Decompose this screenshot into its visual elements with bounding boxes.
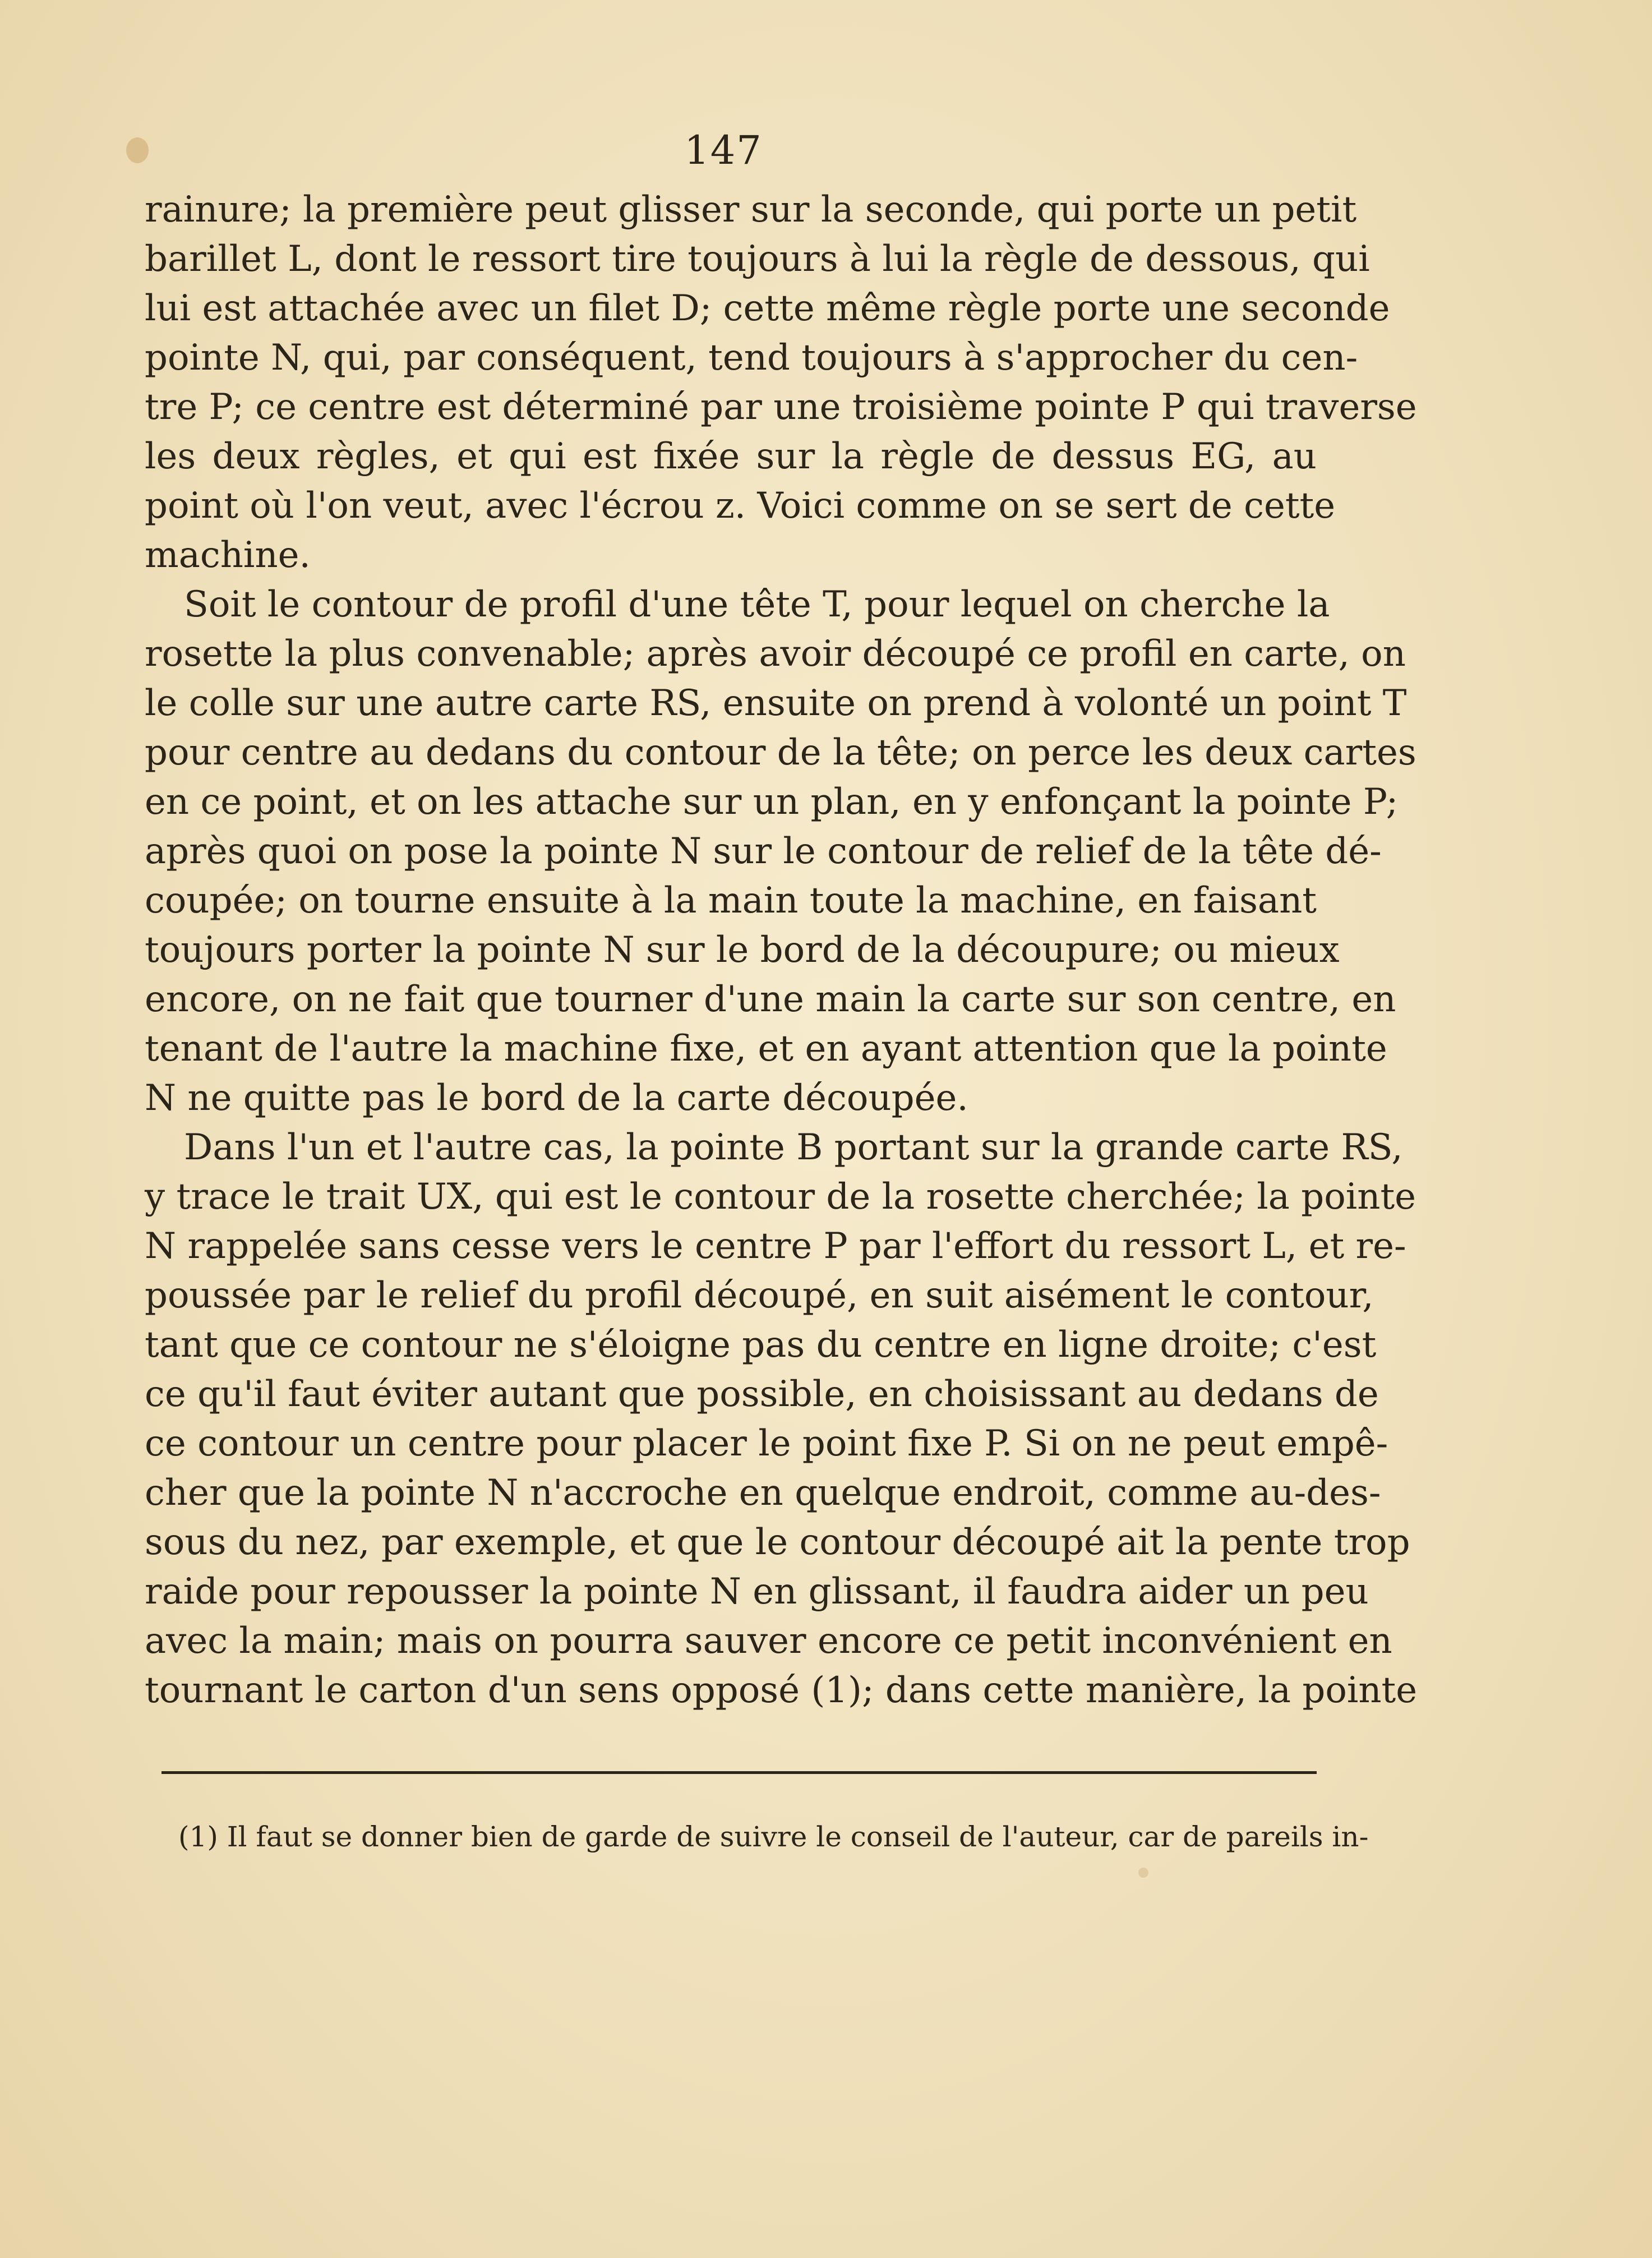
text-line: en ce point, et on les attache sur un plan, en y enfonçant la pointe P;: [145, 781, 1399, 823]
text-line: lui est attachée avec un filet D; cette même règle porte une seconde: [145, 288, 1390, 329]
text-line: point où l'on veut, avec l'écrou z. Voici comme on se sert de cette: [145, 485, 1336, 527]
paper-stain: [1138, 1868, 1148, 1878]
paragraph-start-line: Soit le contour de profil d'une tête T, pour lequel on cherche la: [184, 584, 1330, 625]
text-line: coupée; on tourne ensuite à la main toute la machine, en faisant: [145, 880, 1317, 921]
text-line: tournant le carton d'un sens opposé (1); dans cette manière, la pointe: [145, 1670, 1418, 1711]
text-line: avec la main; mais on pourra sauver encore ce petit inconvénient en: [145, 1620, 1392, 1662]
text-line: encore, on ne fait que tourner d'une main la carte sur son centre, en: [145, 979, 1396, 1020]
body-text: [145, 185, 1418, 1715]
text-line: le colle sur une autre carte RS, ensuite on prend à volonté un point T: [145, 683, 1407, 724]
text-line: pointe N, qui, par conséquent, tend toujours à s'approcher du cen-: [145, 337, 1358, 379]
text-line: pour centre au dedans du contour de la tête; on perce les deux cartes: [145, 732, 1416, 773]
paragraph-start-line: Dans l'un et l'autre cas, la pointe B portant sur la grande carte RS,: [184, 1127, 1403, 1168]
footnote-divider: [161, 1771, 1317, 1774]
text-line: N rappelée sans cesse vers le centre P par l'effort du ressort L, et re-: [145, 1225, 1406, 1267]
text-line: machine.: [145, 534, 311, 576]
text-line: N ne quitte pas le bord de la carte découpée.: [145, 1077, 968, 1119]
text-line: rosette la plus convenable; après avoir découpé ce profil en carte, on: [145, 633, 1406, 675]
text-line: après quoi on pose la pointe N sur le contour de relief de la tête dé-: [145, 831, 1382, 872]
text-line: tre P; ce centre est déterminé par une troisième pointe P qui traverse: [145, 386, 1417, 428]
text-line: toujours porter la pointe N sur le bord de la découpure; ou mieux: [145, 929, 1340, 971]
text-line: raide pour repousser la pointe N en glissant, il faudra aider un peu: [145, 1571, 1369, 1612]
text-line: les deux règles, et qui est fixée sur la règle de dessus EG, au: [145, 436, 1317, 477]
text-line: barillet L, dont le ressort tire toujours à lui la règle de dessous, qui: [145, 238, 1370, 280]
footnote: (1) Il faut se donner bien de garde de suivre le conseil de l'auteur, car de pareils in-: [178, 1821, 1369, 1853]
text-line: ce qu'il faut éviter autant que possible, en choisissant au dedans de: [145, 1374, 1379, 1415]
text-line: y trace le trait UX, qui est le contour de la rosette cherchée; la pointe: [145, 1176, 1416, 1218]
text-line: tenant de l'autre la machine fixe, et en ayant attention que la pointe: [145, 1028, 1387, 1070]
text-line: tant que ce contour ne s'éloigne pas du centre en ligne droite; c'est: [145, 1324, 1377, 1366]
page-number: 147: [684, 127, 763, 173]
paper-stain: [126, 137, 149, 163]
text-line: ce contour un centre pour placer le point fixe P. Si on ne peut empê-: [145, 1423, 1388, 1464]
text-line: rainure; la première peut glisser sur la seconde, qui porte un petit: [145, 189, 1357, 231]
text-line: cher que la pointe N n'accroche en quelque endroit, comme au-des-: [145, 1472, 1381, 1514]
text-line: sous du nez, par exemple, et que le contour découpé ait la pente trop: [145, 1522, 1410, 1563]
text-line: poussée par le relief du profil découpé, en suit aisément le contour,: [145, 1275, 1374, 1316]
